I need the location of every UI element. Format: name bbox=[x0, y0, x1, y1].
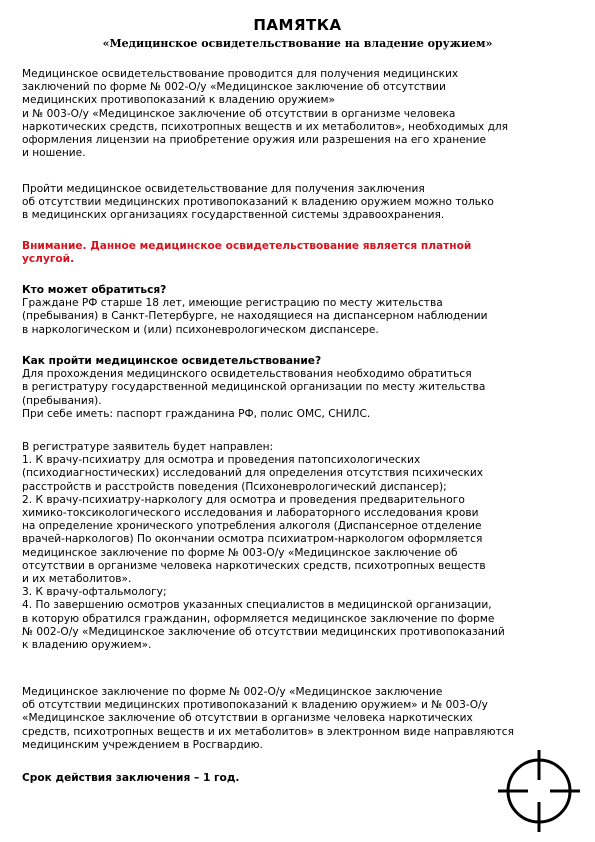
where-paragraph bbox=[22, 183, 582, 223]
steps-line: и их метаболитов». bbox=[22, 573, 132, 586]
intro-line: и № 003-О/у «Медицинское заключение об отсутствии в организме человека bbox=[22, 107, 456, 120]
steps-line: 2. К врачу-психиатру-наркологу для осмотра и проведения предварительного bbox=[22, 493, 465, 506]
steps-line: на определение хронического употребления алкоголя (Диспансерное отделение bbox=[22, 520, 482, 533]
intro-line: Медицинское освидетельствование проводится для получения медицинских bbox=[22, 68, 459, 80]
intro-paragraph bbox=[22, 68, 582, 160]
intro-line: оформления лицензии на приобретение оружия или разрешения на его хранение bbox=[22, 134, 487, 147]
intro-line: медицинских противопоказаний к владению оружием» bbox=[22, 94, 335, 107]
intro-line: наркотических средств, психотропных веществ и их метаболитов», необходимых для bbox=[22, 120, 509, 133]
page-title: ПАМЯТКА bbox=[253, 16, 342, 34]
result-line: «Медицинское заключение об отсутствии в организме человека наркотических bbox=[22, 712, 473, 725]
steps-line: 1. К врачу-психиатру для осмотра и проведения патопсихологических bbox=[22, 454, 421, 467]
steps-line: к владению оружием». bbox=[22, 639, 152, 652]
steps-line: В регистратуре заявитель будет направлен: bbox=[22, 441, 274, 453]
steps-line: 4. По завершению осмотров указанных специалистов в медицинской организации, bbox=[22, 599, 492, 612]
warning-line: услугой. bbox=[22, 253, 75, 266]
how-line: При себе иметь: паспорт гражданина РФ, полис ОМС, СНИЛС. bbox=[22, 407, 371, 420]
where-line: в медицинских организациях государственной системы здравоохранения. bbox=[22, 209, 445, 222]
validity-text: Срок действия заключения – 1 год. bbox=[22, 772, 240, 784]
how-section bbox=[22, 355, 582, 421]
steps-line: отсутствии в организме человека наркотических средств, психотропных веществ bbox=[22, 559, 486, 572]
result-line: медицинским учреждением в Росгвардию. bbox=[22, 738, 263, 751]
steps-list bbox=[22, 441, 582, 652]
result-line: средств, психотропных веществ и их метаболитов» в электронном виде направляются bbox=[22, 725, 514, 738]
who-section bbox=[22, 284, 582, 337]
how-line: в регистратуру государственной медицинской организации по месту жительства bbox=[22, 381, 486, 394]
steps-line: медицинское заключение по форме № 003-О/у «Медицинское заключение об bbox=[22, 546, 458, 559]
where-line: об отсутствии медицинских противопоказаний к владению оружием можно только bbox=[22, 196, 494, 209]
steps-line: (психодиагностических) исследований для определения отсутствия психических bbox=[22, 467, 484, 480]
warning-line: Внимание. Данное медицинское освидетельствование является платной bbox=[22, 240, 472, 252]
steps-line: химико-токсикологического исследования и лабораторного исследования крови bbox=[22, 507, 479, 520]
how-heading: Как пройти медицинское освидетельствование? bbox=[22, 355, 322, 367]
who-heading: Кто может обратиться? bbox=[22, 284, 167, 296]
crosshair-icon bbox=[498, 750, 580, 832]
page-subtitle: «Медицинское освидетельствование на владение оружием» bbox=[102, 37, 493, 50]
result-paragraph bbox=[22, 686, 582, 752]
steps-line: № 002-О/у «Медицинское заключение об отсутствии медицинских противопоказаний bbox=[22, 625, 505, 638]
who-line: Граждане РФ старше 18 лет, имеющие регистрацию по месту жительства bbox=[22, 297, 443, 310]
intro-line: и ношение. bbox=[22, 147, 86, 160]
where-line: Пройти медицинское освидетельствование для получения заключения bbox=[22, 183, 425, 195]
result-line: Медицинское заключение по форме № 002-О/у «Медицинское заключение bbox=[22, 686, 443, 698]
who-line: в наркологическом и (или) психоневрологическом диспансере. bbox=[22, 323, 379, 336]
warning-paragraph bbox=[22, 240, 582, 266]
steps-line: врачей-наркологов) По окончании осмотра психиатром-наркологом оформляется bbox=[22, 533, 483, 546]
steps-line: 3. К врачу-офтальмологу; bbox=[22, 586, 167, 599]
how-line: Для прохождения медицинского освидетельствования необходимо обратиться bbox=[22, 368, 472, 381]
who-line: (пребывания) в Санкт-Петербурге, не находящиеся на диспансерном наблюдении bbox=[22, 310, 488, 323]
steps-line: расстройств и расстройств поведения (Психоневрологический диспансер); bbox=[22, 480, 447, 493]
intro-line: заключений по форме № 002-О/у «Медицинское заключение об отсутствии bbox=[22, 81, 446, 94]
steps-line: в которую обратился гражданин, оформляется медицинское заключение по форме bbox=[22, 612, 495, 625]
how-line: (пребывания). bbox=[22, 394, 102, 407]
result-line: об отсутствии медицинских противопоказаний к владению оружием» и № 003-О/у bbox=[22, 699, 488, 712]
